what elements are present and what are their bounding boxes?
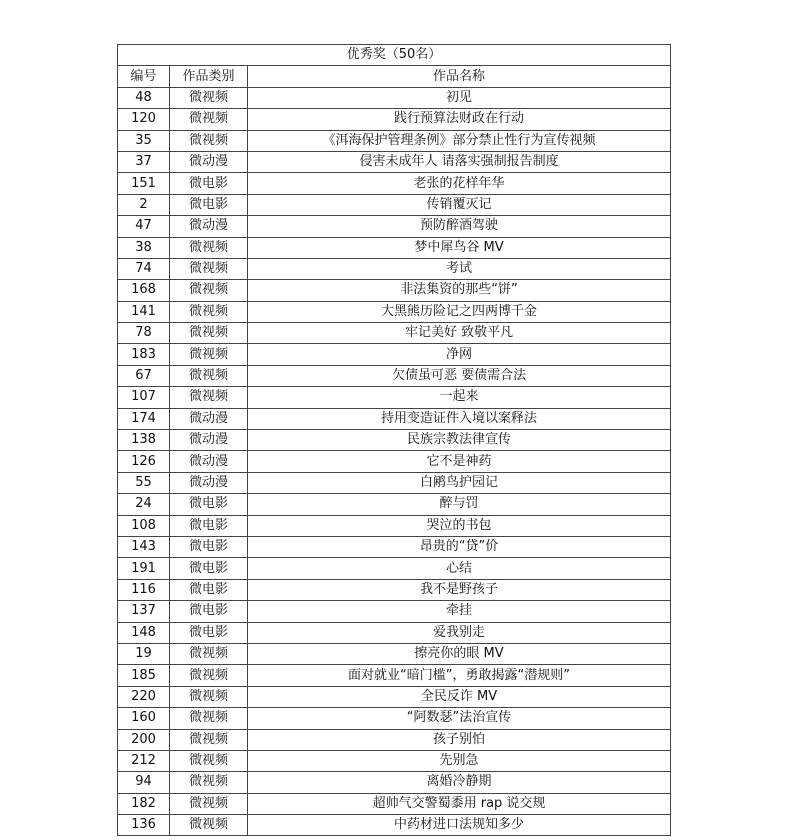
cell-title: 离婚冷静期 [248,772,671,793]
cell-number: 185 [118,665,170,686]
cell-category: 微视频 [170,750,248,771]
table-row [118,601,671,622]
cell-number: 116 [118,579,170,600]
award-table [117,44,671,836]
cell-category: 微电影 [170,515,248,536]
table-row [118,109,671,130]
table-row [118,344,671,365]
table-row [118,494,671,515]
cell-number: 24 [118,494,170,515]
cell-title: 欠债虽可恶 要债需合法 [248,365,671,386]
cell-title: 擦亮你的眼 MV [248,643,671,664]
cell-title: 民族宗教法律宣传 [248,430,671,451]
cell-title: 爱我别走 [248,622,671,643]
table-row [118,130,671,151]
table-row [118,665,671,686]
cell-category: 微视频 [170,344,248,365]
cell-title: 预防醉酒驾驶 [248,216,671,237]
cell-number: 74 [118,258,170,279]
cell-number: 137 [118,601,170,622]
table-row [118,793,671,814]
table-row [118,772,671,793]
cell-number: 174 [118,408,170,429]
cell-number: 107 [118,387,170,408]
cell-title: 传销覆灭记 [248,194,671,215]
cell-title: 醉与罚 [248,494,671,515]
cell-category: 微视频 [170,237,248,258]
cell-number: 2 [118,194,170,215]
cell-title: 《洱海保护管理条例》部分禁止性行为宣传视频 [248,130,671,151]
cell-number: 200 [118,729,170,750]
table-row [118,237,671,258]
table-row [118,173,671,194]
cell-category: 微视频 [170,258,248,279]
cell-category: 微视频 [170,280,248,301]
table-row [118,815,671,836]
column-header-number: 编号 [118,66,170,87]
cell-title: 侵害未成年人 请落实强制报告制度 [248,151,671,172]
table-row [118,643,671,664]
cell-category: 微电影 [170,494,248,515]
cell-category: 微电影 [170,558,248,579]
cell-category: 微视频 [170,665,248,686]
award-list-sheet [117,44,670,836]
column-header-title: 作品名称 [248,66,671,87]
cell-title: 非法集资的那些“饼” [248,280,671,301]
cell-number: 19 [118,643,170,664]
cell-number: 108 [118,515,170,536]
cell-category: 微电影 [170,536,248,557]
table-row [118,387,671,408]
table-row [118,515,671,536]
cell-title: 超帅气交警蜀黍用 rap 说交规 [248,793,671,814]
cell-title: 面对就业“暗门槛”，勇敢揭露“潜规则” [248,665,671,686]
cell-title: “阿数瑟”法治宣传 [248,708,671,729]
cell-category: 微视频 [170,301,248,322]
cell-number: 47 [118,216,170,237]
cell-category: 微视频 [170,109,248,130]
table-header-row [118,66,671,87]
cell-category: 微动漫 [170,216,248,237]
cell-title: 它不是神药 [248,451,671,472]
cell-number: 148 [118,622,170,643]
cell-title: 大黑熊历险记之四两博千金 [248,301,671,322]
table-title: 优秀奖（50名） [118,45,671,66]
cell-number: 120 [118,109,170,130]
cell-title: 老张的花样年华 [248,173,671,194]
cell-title: 心结 [248,558,671,579]
cell-title: 践行预算法财政在行动 [248,109,671,130]
cell-category: 微视频 [170,793,248,814]
cell-title: 昂贵的“贷”价 [248,536,671,557]
table-row [118,301,671,322]
cell-category: 微视频 [170,365,248,386]
cell-category: 微视频 [170,130,248,151]
table-row [118,451,671,472]
cell-number: 191 [118,558,170,579]
cell-category: 微电影 [170,579,248,600]
table-row [118,686,671,707]
cell-title: 梦中犀鸟谷 MV [248,237,671,258]
column-header-category: 作品类别 [170,66,248,87]
cell-number: 67 [118,365,170,386]
cell-number: 212 [118,750,170,771]
cell-category: 微电影 [170,194,248,215]
cell-category: 微视频 [170,729,248,750]
cell-number: 38 [118,237,170,258]
table-body [118,87,671,836]
cell-category: 微电影 [170,601,248,622]
table-row [118,194,671,215]
table-row [118,472,671,493]
cell-title: 孩子别怕 [248,729,671,750]
table-row [118,622,671,643]
table-row [118,536,671,557]
cell-category: 微视频 [170,708,248,729]
cell-title: 哭泣的书包 [248,515,671,536]
table-row [118,558,671,579]
cell-title: 一起来 [248,387,671,408]
cell-number: 160 [118,708,170,729]
cell-title: 全民反诈 MV [248,686,671,707]
cell-category: 微视频 [170,643,248,664]
cell-number: 151 [118,173,170,194]
cell-title: 我不是野孩子 [248,579,671,600]
cell-category: 微视频 [170,387,248,408]
cell-category: 微动漫 [170,472,248,493]
table-row [118,430,671,451]
table-row [118,729,671,750]
cell-number: 35 [118,130,170,151]
cell-category: 微视频 [170,87,248,108]
cell-category: 微视频 [170,815,248,836]
table-row [118,323,671,344]
cell-title: 考试 [248,258,671,279]
cell-title: 持用变造证件入境以案释法 [248,408,671,429]
table-row [118,579,671,600]
table-row [118,87,671,108]
cell-number: 94 [118,772,170,793]
table-row [118,216,671,237]
cell-number: 126 [118,451,170,472]
cell-number: 141 [118,301,170,322]
cell-number: 143 [118,536,170,557]
cell-title: 初见 [248,87,671,108]
cell-category: 微视频 [170,772,248,793]
cell-category: 微视频 [170,323,248,344]
cell-category: 微动漫 [170,408,248,429]
cell-title: 牢记美好 致敬平凡 [248,323,671,344]
cell-category: 微动漫 [170,151,248,172]
table-row [118,280,671,301]
cell-title: 净网 [248,344,671,365]
cell-category: 微动漫 [170,451,248,472]
cell-category: 微电影 [170,622,248,643]
cell-title: 牵挂 [248,601,671,622]
cell-category: 微电影 [170,173,248,194]
table-title-row [118,45,671,66]
cell-title: 白鹇鸟护园记 [248,472,671,493]
table-row [118,750,671,771]
cell-title: 中药材进口法规知多少 [248,815,671,836]
table-row [118,365,671,386]
cell-category: 微动漫 [170,430,248,451]
cell-category: 微视频 [170,686,248,707]
cell-title: 先别急 [248,750,671,771]
cell-number: 136 [118,815,170,836]
cell-number: 78 [118,323,170,344]
cell-number: 55 [118,472,170,493]
cell-number: 220 [118,686,170,707]
cell-number: 182 [118,793,170,814]
cell-number: 48 [118,87,170,108]
table-row [118,151,671,172]
table-row [118,258,671,279]
table-row [118,708,671,729]
cell-number: 168 [118,280,170,301]
cell-number: 138 [118,430,170,451]
table-row [118,408,671,429]
cell-number: 37 [118,151,170,172]
cell-number: 183 [118,344,170,365]
